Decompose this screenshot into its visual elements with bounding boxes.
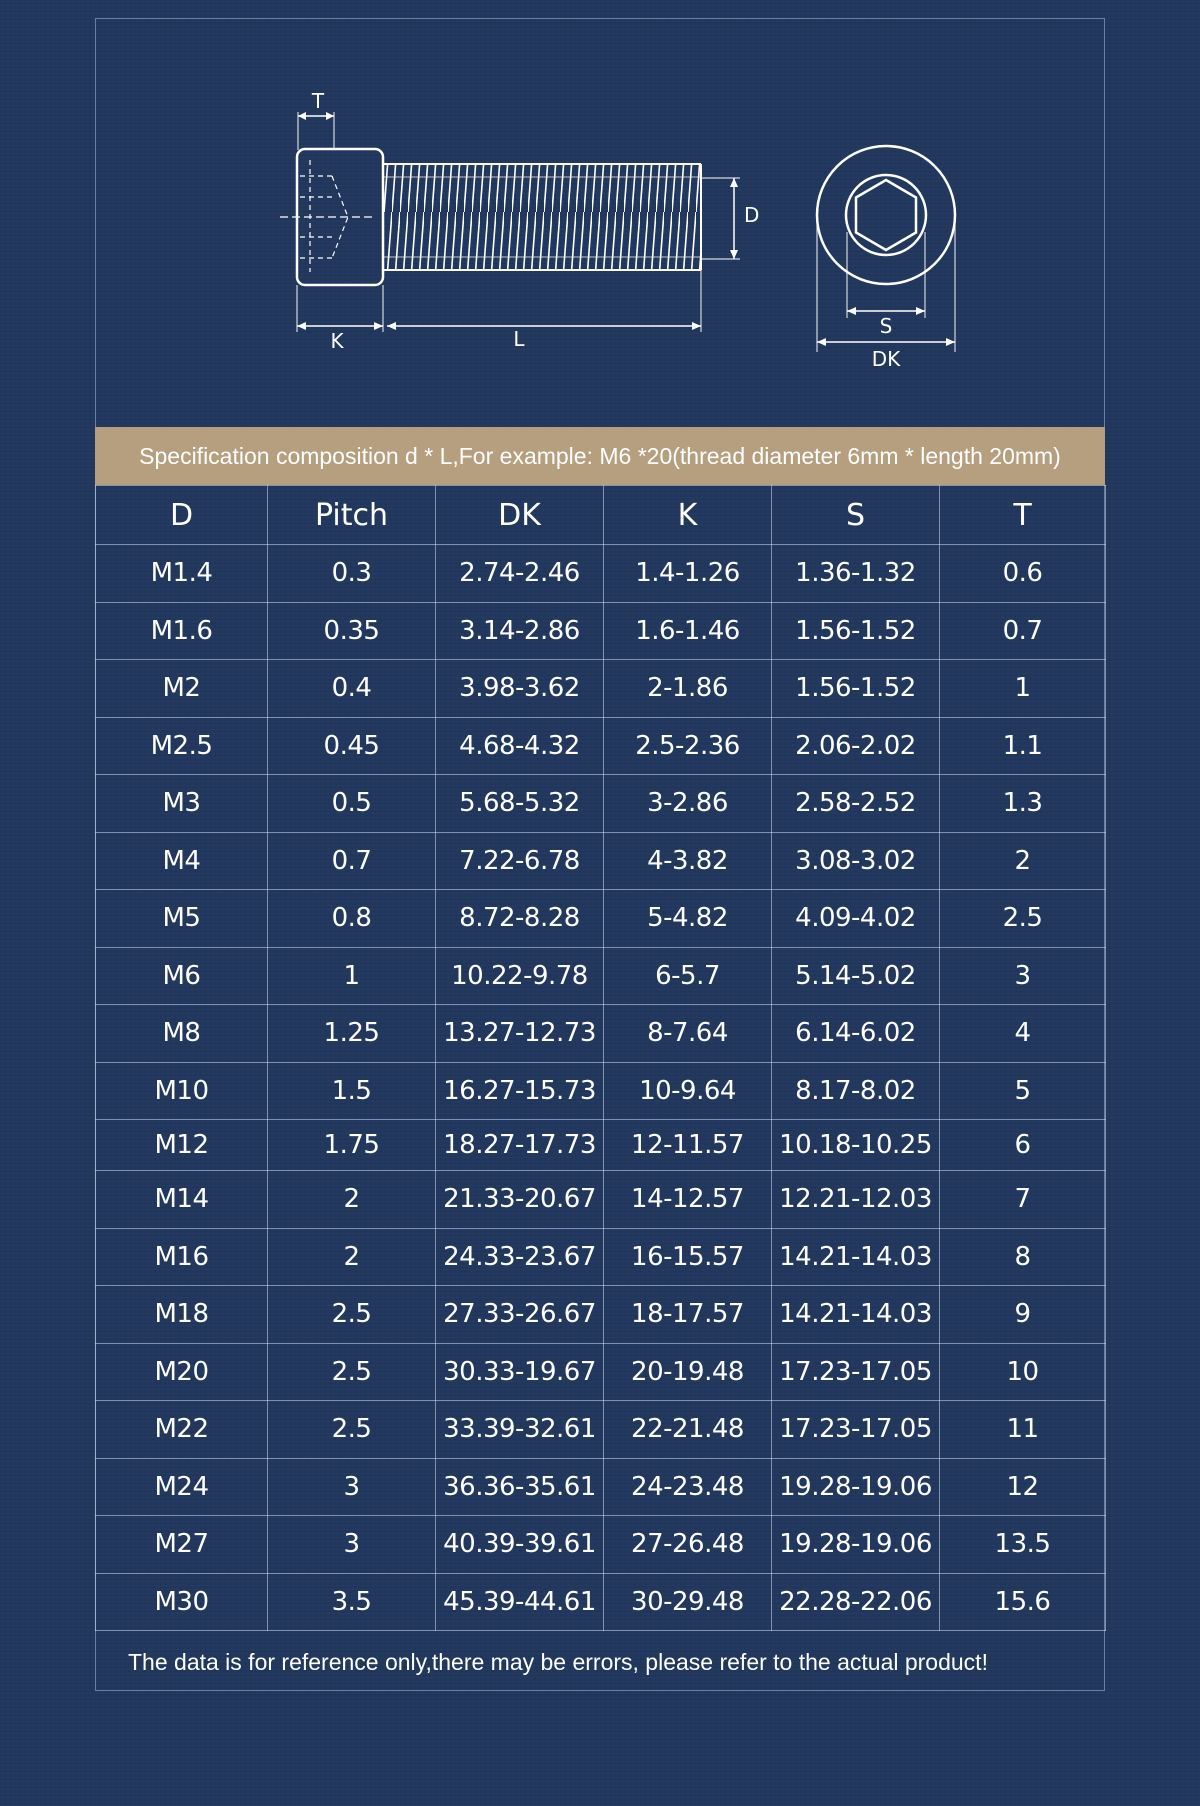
cell-dk: 36.36-35.61 bbox=[436, 1458, 604, 1516]
cell-dk: 18.27-17.73 bbox=[436, 1120, 604, 1171]
table-row bbox=[96, 1062, 1106, 1120]
table-row bbox=[96, 1343, 1106, 1401]
cell-dk: 2.74-2.46 bbox=[436, 545, 604, 603]
cell-k: 20-19.48 bbox=[604, 1343, 772, 1401]
cell-s: 10.18-10.25 bbox=[772, 1120, 940, 1171]
d-dimension bbox=[701, 178, 759, 259]
dk-label: DK bbox=[871, 347, 901, 371]
table-row bbox=[96, 947, 1106, 1005]
cell-d: M6 bbox=[96, 947, 268, 1005]
cell-s: 2.58-2.52 bbox=[772, 775, 940, 833]
cell-pitch: 0.8 bbox=[268, 890, 436, 948]
cell-k: 12-11.57 bbox=[604, 1120, 772, 1171]
table-row bbox=[96, 602, 1106, 660]
cell-d: M10 bbox=[96, 1062, 268, 1120]
cell-dk: 3.98-3.62 bbox=[436, 660, 604, 718]
spec-table bbox=[95, 485, 1106, 1631]
cell-pitch: 2.5 bbox=[268, 1343, 436, 1401]
table-row bbox=[96, 660, 1106, 718]
table-row bbox=[96, 1401, 1106, 1459]
cell-k: 5-4.82 bbox=[604, 890, 772, 948]
cell-s: 6.14-6.02 bbox=[772, 1005, 940, 1063]
cell-t: 10 bbox=[940, 1343, 1106, 1401]
cell-t: 2 bbox=[940, 832, 1106, 890]
cell-t: 3 bbox=[940, 947, 1106, 1005]
cell-pitch: 3.5 bbox=[268, 1573, 436, 1631]
cell-dk: 24.33-23.67 bbox=[436, 1228, 604, 1286]
l-label: L bbox=[513, 327, 525, 351]
cell-d: M1.6 bbox=[96, 602, 268, 660]
cell-pitch: 0.5 bbox=[268, 775, 436, 833]
table-row bbox=[96, 1458, 1106, 1516]
cell-dk: 40.39-39.61 bbox=[436, 1516, 604, 1574]
header-pitch: Pitch bbox=[268, 486, 436, 545]
k-l-dimension bbox=[297, 270, 701, 353]
dk-dimension bbox=[817, 215, 955, 371]
cell-d: M27 bbox=[96, 1516, 268, 1574]
cell-d: M2.5 bbox=[96, 717, 268, 775]
cell-t: 11 bbox=[940, 1401, 1106, 1459]
cell-s: 17.23-17.05 bbox=[772, 1343, 940, 1401]
header-t: T bbox=[940, 486, 1106, 545]
cell-s: 22.28-22.06 bbox=[772, 1573, 940, 1631]
cell-k: 24-23.48 bbox=[604, 1458, 772, 1516]
s-label: S bbox=[879, 314, 893, 338]
cell-d: M5 bbox=[96, 890, 268, 948]
cell-dk: 21.33-20.67 bbox=[436, 1171, 604, 1229]
cell-dk: 16.27-15.73 bbox=[436, 1062, 604, 1120]
cell-s: 1.36-1.32 bbox=[772, 545, 940, 603]
cell-d: M24 bbox=[96, 1458, 268, 1516]
cell-t: 9 bbox=[940, 1286, 1106, 1344]
table-row bbox=[96, 1286, 1106, 1344]
table-row bbox=[96, 890, 1106, 948]
cell-d: M18 bbox=[96, 1286, 268, 1344]
cell-s: 14.21-14.03 bbox=[772, 1286, 940, 1344]
cell-t: 0.7 bbox=[940, 602, 1106, 660]
cell-k: 4-3.82 bbox=[604, 832, 772, 890]
cell-dk: 45.39-44.61 bbox=[436, 1573, 604, 1631]
cell-s: 1.56-1.52 bbox=[772, 602, 940, 660]
cell-pitch: 0.45 bbox=[268, 717, 436, 775]
cell-k: 30-29.48 bbox=[604, 1573, 772, 1631]
cell-t: 4 bbox=[940, 1005, 1106, 1063]
cell-pitch: 2.5 bbox=[268, 1286, 436, 1344]
cell-k: 1.6-1.46 bbox=[604, 602, 772, 660]
cell-pitch: 1.75 bbox=[268, 1120, 436, 1171]
cell-s: 2.06-2.02 bbox=[772, 717, 940, 775]
cell-d: M4 bbox=[96, 832, 268, 890]
cell-pitch: 2 bbox=[268, 1228, 436, 1286]
cell-pitch: 0.7 bbox=[268, 832, 436, 890]
d-label: D bbox=[744, 203, 760, 227]
cell-k: 3-2.86 bbox=[604, 775, 772, 833]
k-label: K bbox=[330, 329, 344, 353]
cell-s: 4.09-4.02 bbox=[772, 890, 940, 948]
cell-t: 1 bbox=[940, 660, 1106, 718]
cell-s: 17.23-17.05 bbox=[772, 1401, 940, 1459]
cell-pitch: 1.25 bbox=[268, 1005, 436, 1063]
table-header-row bbox=[96, 486, 1106, 545]
cell-dk: 4.68-4.32 bbox=[436, 717, 604, 775]
cell-dk: 27.33-26.67 bbox=[436, 1286, 604, 1344]
screw-thread bbox=[383, 164, 701, 270]
table-row bbox=[96, 1171, 1106, 1229]
cell-s: 5.14-5.02 bbox=[772, 947, 940, 1005]
cell-dk: 5.68-5.32 bbox=[436, 775, 604, 833]
cell-t: 15.6 bbox=[940, 1573, 1106, 1631]
cell-t: 13.5 bbox=[940, 1516, 1106, 1574]
cell-s: 3.08-3.02 bbox=[772, 832, 940, 890]
cell-pitch: 0.35 bbox=[268, 602, 436, 660]
table-row bbox=[96, 1120, 1106, 1171]
cell-t: 1.1 bbox=[940, 717, 1106, 775]
header-d: D bbox=[96, 486, 268, 545]
cell-s: 19.28-19.06 bbox=[772, 1458, 940, 1516]
cell-d: M2 bbox=[96, 660, 268, 718]
cell-t: 7 bbox=[940, 1171, 1106, 1229]
cell-k: 2-1.86 bbox=[604, 660, 772, 718]
cell-d: M22 bbox=[96, 1401, 268, 1459]
table-row bbox=[96, 1228, 1106, 1286]
cell-t: 6 bbox=[940, 1120, 1106, 1171]
table-row bbox=[96, 545, 1106, 603]
cell-t: 2.5 bbox=[940, 890, 1106, 948]
cell-d: M12 bbox=[96, 1120, 268, 1171]
cell-pitch: 3 bbox=[268, 1516, 436, 1574]
cell-d: M3 bbox=[96, 775, 268, 833]
cell-dk: 10.22-9.78 bbox=[436, 947, 604, 1005]
header-k: K bbox=[604, 486, 772, 545]
specification-banner: Specification composition d * L,For example: M6 *20(thread diameter 6mm * length 20mm) bbox=[95, 427, 1105, 485]
cell-s: 12.21-12.03 bbox=[772, 1171, 940, 1229]
cell-pitch: 0.3 bbox=[268, 545, 436, 603]
cell-s: 14.21-14.03 bbox=[772, 1228, 940, 1286]
t-label: T bbox=[311, 89, 325, 113]
cell-pitch: 2.5 bbox=[268, 1401, 436, 1459]
cell-k: 10-9.64 bbox=[604, 1062, 772, 1120]
table-row bbox=[96, 1005, 1106, 1063]
table-row bbox=[96, 775, 1106, 833]
cell-s: 1.56-1.52 bbox=[772, 660, 940, 718]
cell-k: 22-21.48 bbox=[604, 1401, 772, 1459]
header-s: S bbox=[772, 486, 940, 545]
table-row bbox=[96, 1573, 1106, 1631]
cell-k: 18-17.57 bbox=[604, 1286, 772, 1344]
cell-t: 12 bbox=[940, 1458, 1106, 1516]
cell-dk: 8.72-8.28 bbox=[436, 890, 604, 948]
cell-dk: 3.14-2.86 bbox=[436, 602, 604, 660]
cell-pitch: 2 bbox=[268, 1171, 436, 1229]
cell-dk: 13.27-12.73 bbox=[436, 1005, 604, 1063]
cell-dk: 7.22-6.78 bbox=[436, 832, 604, 890]
table-row bbox=[96, 832, 1106, 890]
cell-k: 6-5.7 bbox=[604, 947, 772, 1005]
screw-side-view bbox=[280, 89, 759, 353]
disclaimer-footnote: The data is for reference only,there may be errors, please refer to the actual product! bbox=[128, 1649, 988, 1675]
cell-pitch: 1 bbox=[268, 947, 436, 1005]
table-row bbox=[96, 1516, 1106, 1574]
cell-t: 5 bbox=[940, 1062, 1106, 1120]
cell-k: 16-15.57 bbox=[604, 1228, 772, 1286]
cell-d: M20 bbox=[96, 1343, 268, 1401]
cell-pitch: 3 bbox=[268, 1458, 436, 1516]
cell-s: 19.28-19.06 bbox=[772, 1516, 940, 1574]
cell-dk: 30.33-19.67 bbox=[436, 1343, 604, 1401]
header-dk: DK bbox=[436, 486, 604, 545]
cell-d: M1.4 bbox=[96, 545, 268, 603]
cell-t: 8 bbox=[940, 1228, 1106, 1286]
cell-k: 27-26.48 bbox=[604, 1516, 772, 1574]
cell-dk: 33.39-32.61 bbox=[436, 1401, 604, 1459]
screw-top-view bbox=[817, 146, 955, 371]
cell-pitch: 1.5 bbox=[268, 1062, 436, 1120]
cell-t: 1.3 bbox=[940, 775, 1106, 833]
cell-k: 1.4-1.26 bbox=[604, 545, 772, 603]
cell-d: M16 bbox=[96, 1228, 268, 1286]
cell-k: 2.5-2.36 bbox=[604, 717, 772, 775]
cell-s: 8.17-8.02 bbox=[772, 1062, 940, 1120]
screw-head bbox=[280, 149, 383, 285]
table-row bbox=[96, 717, 1106, 775]
cell-pitch: 0.4 bbox=[268, 660, 436, 718]
screw-diagram bbox=[0, 0, 1200, 427]
cell-d: M8 bbox=[96, 1005, 268, 1063]
cell-k: 8-7.64 bbox=[604, 1005, 772, 1063]
cell-d: M30 bbox=[96, 1573, 268, 1631]
t-dimension bbox=[298, 89, 334, 150]
cell-k: 14-12.57 bbox=[604, 1171, 772, 1229]
cell-d: M14 bbox=[96, 1171, 268, 1229]
cell-t: 0.6 bbox=[940, 545, 1106, 603]
